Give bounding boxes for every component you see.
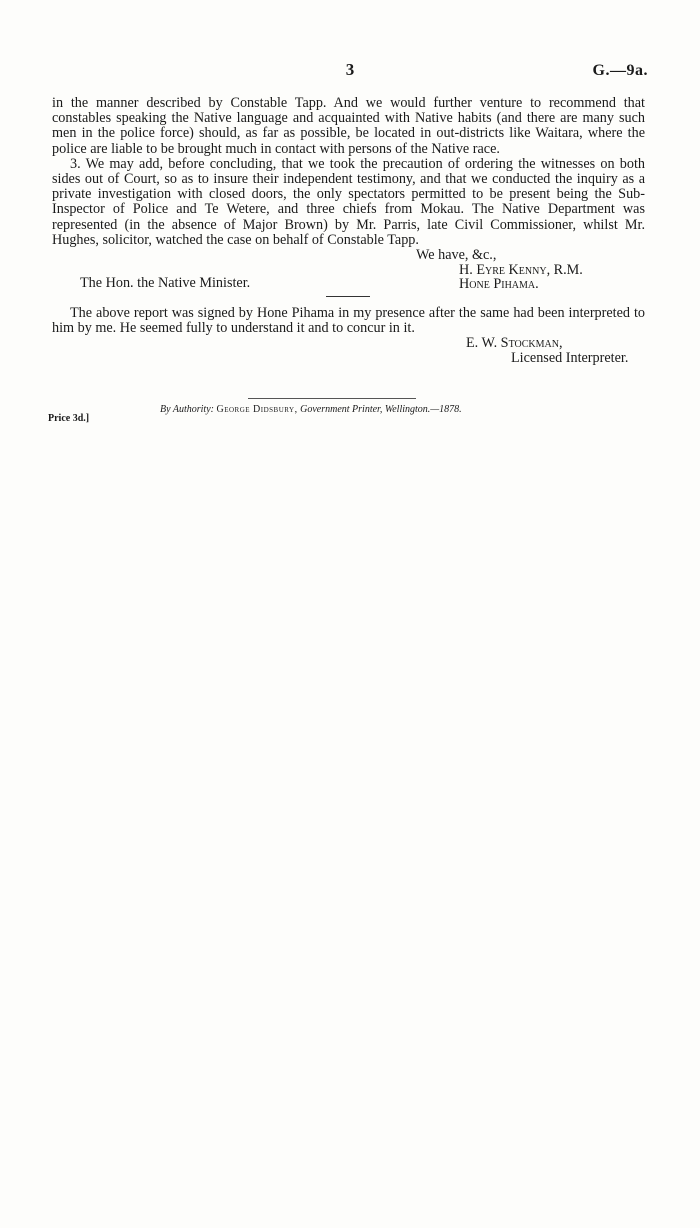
signatory-pihama: Hone Pihama. [459, 276, 539, 292]
certification-text: The above report was signed by Hone Pihama in my presence after the same had been interpreted to him by me. He seemed fully to understand it and to concur in it. [52, 305, 645, 337]
authority-suffix: Government Printer, Wellington.—1878. [300, 404, 462, 415]
price-label: Price 3d.] [48, 413, 90, 424]
page-number: 3 [345, 60, 355, 79]
certification-block [52, 306, 645, 336]
separator-rule [326, 296, 370, 297]
interpreter-name: E. W. Stockman, [466, 335, 563, 351]
signatory-kenny: H. Eyre Kenny, R.M. [459, 262, 583, 278]
paragraph-3: 3. We may add, before concluding, that we took the precaution of ordering the witnesses on both sides out of Court, so as to insure their independent testimony, and that we conducted the inquiry as a private investigation with closed doors, the only spectators permitted to be present being the Sub-Inspector of Police and Te Wetere, and three chiefs from Mokau. The Native Department was represented (in the absence of Major Brown) by Mr. Parris, late Civil Commissioner, whilst Mr. Hughes, solicitor, watched the case on behalf of Constable Tapp. [52, 155, 645, 248]
authority-prefix: By Authority: [160, 404, 214, 415]
document-code: G.—9a. [592, 62, 648, 79]
footer-rule [248, 398, 416, 399]
footer-authority [160, 404, 462, 415]
valediction: We have, &c., [416, 247, 497, 263]
interpreter-title: Licensed Interpreter. [511, 350, 629, 366]
report-body [52, 96, 645, 248]
printer-name: George Didsbury, [216, 404, 298, 415]
paragraph-continuation: in the manner described by Constable Tapp. And we would further venture to recommend that constables speaking the Native language and acquainted with Native habits (and there are many such men in the police force) should, as far as possible, be located in out-districts like Waitara, where the police are liable to be brought much in contact with persons of the Native race. [52, 95, 645, 157]
addressee: The Hon. the Native Minister. [80, 275, 251, 291]
